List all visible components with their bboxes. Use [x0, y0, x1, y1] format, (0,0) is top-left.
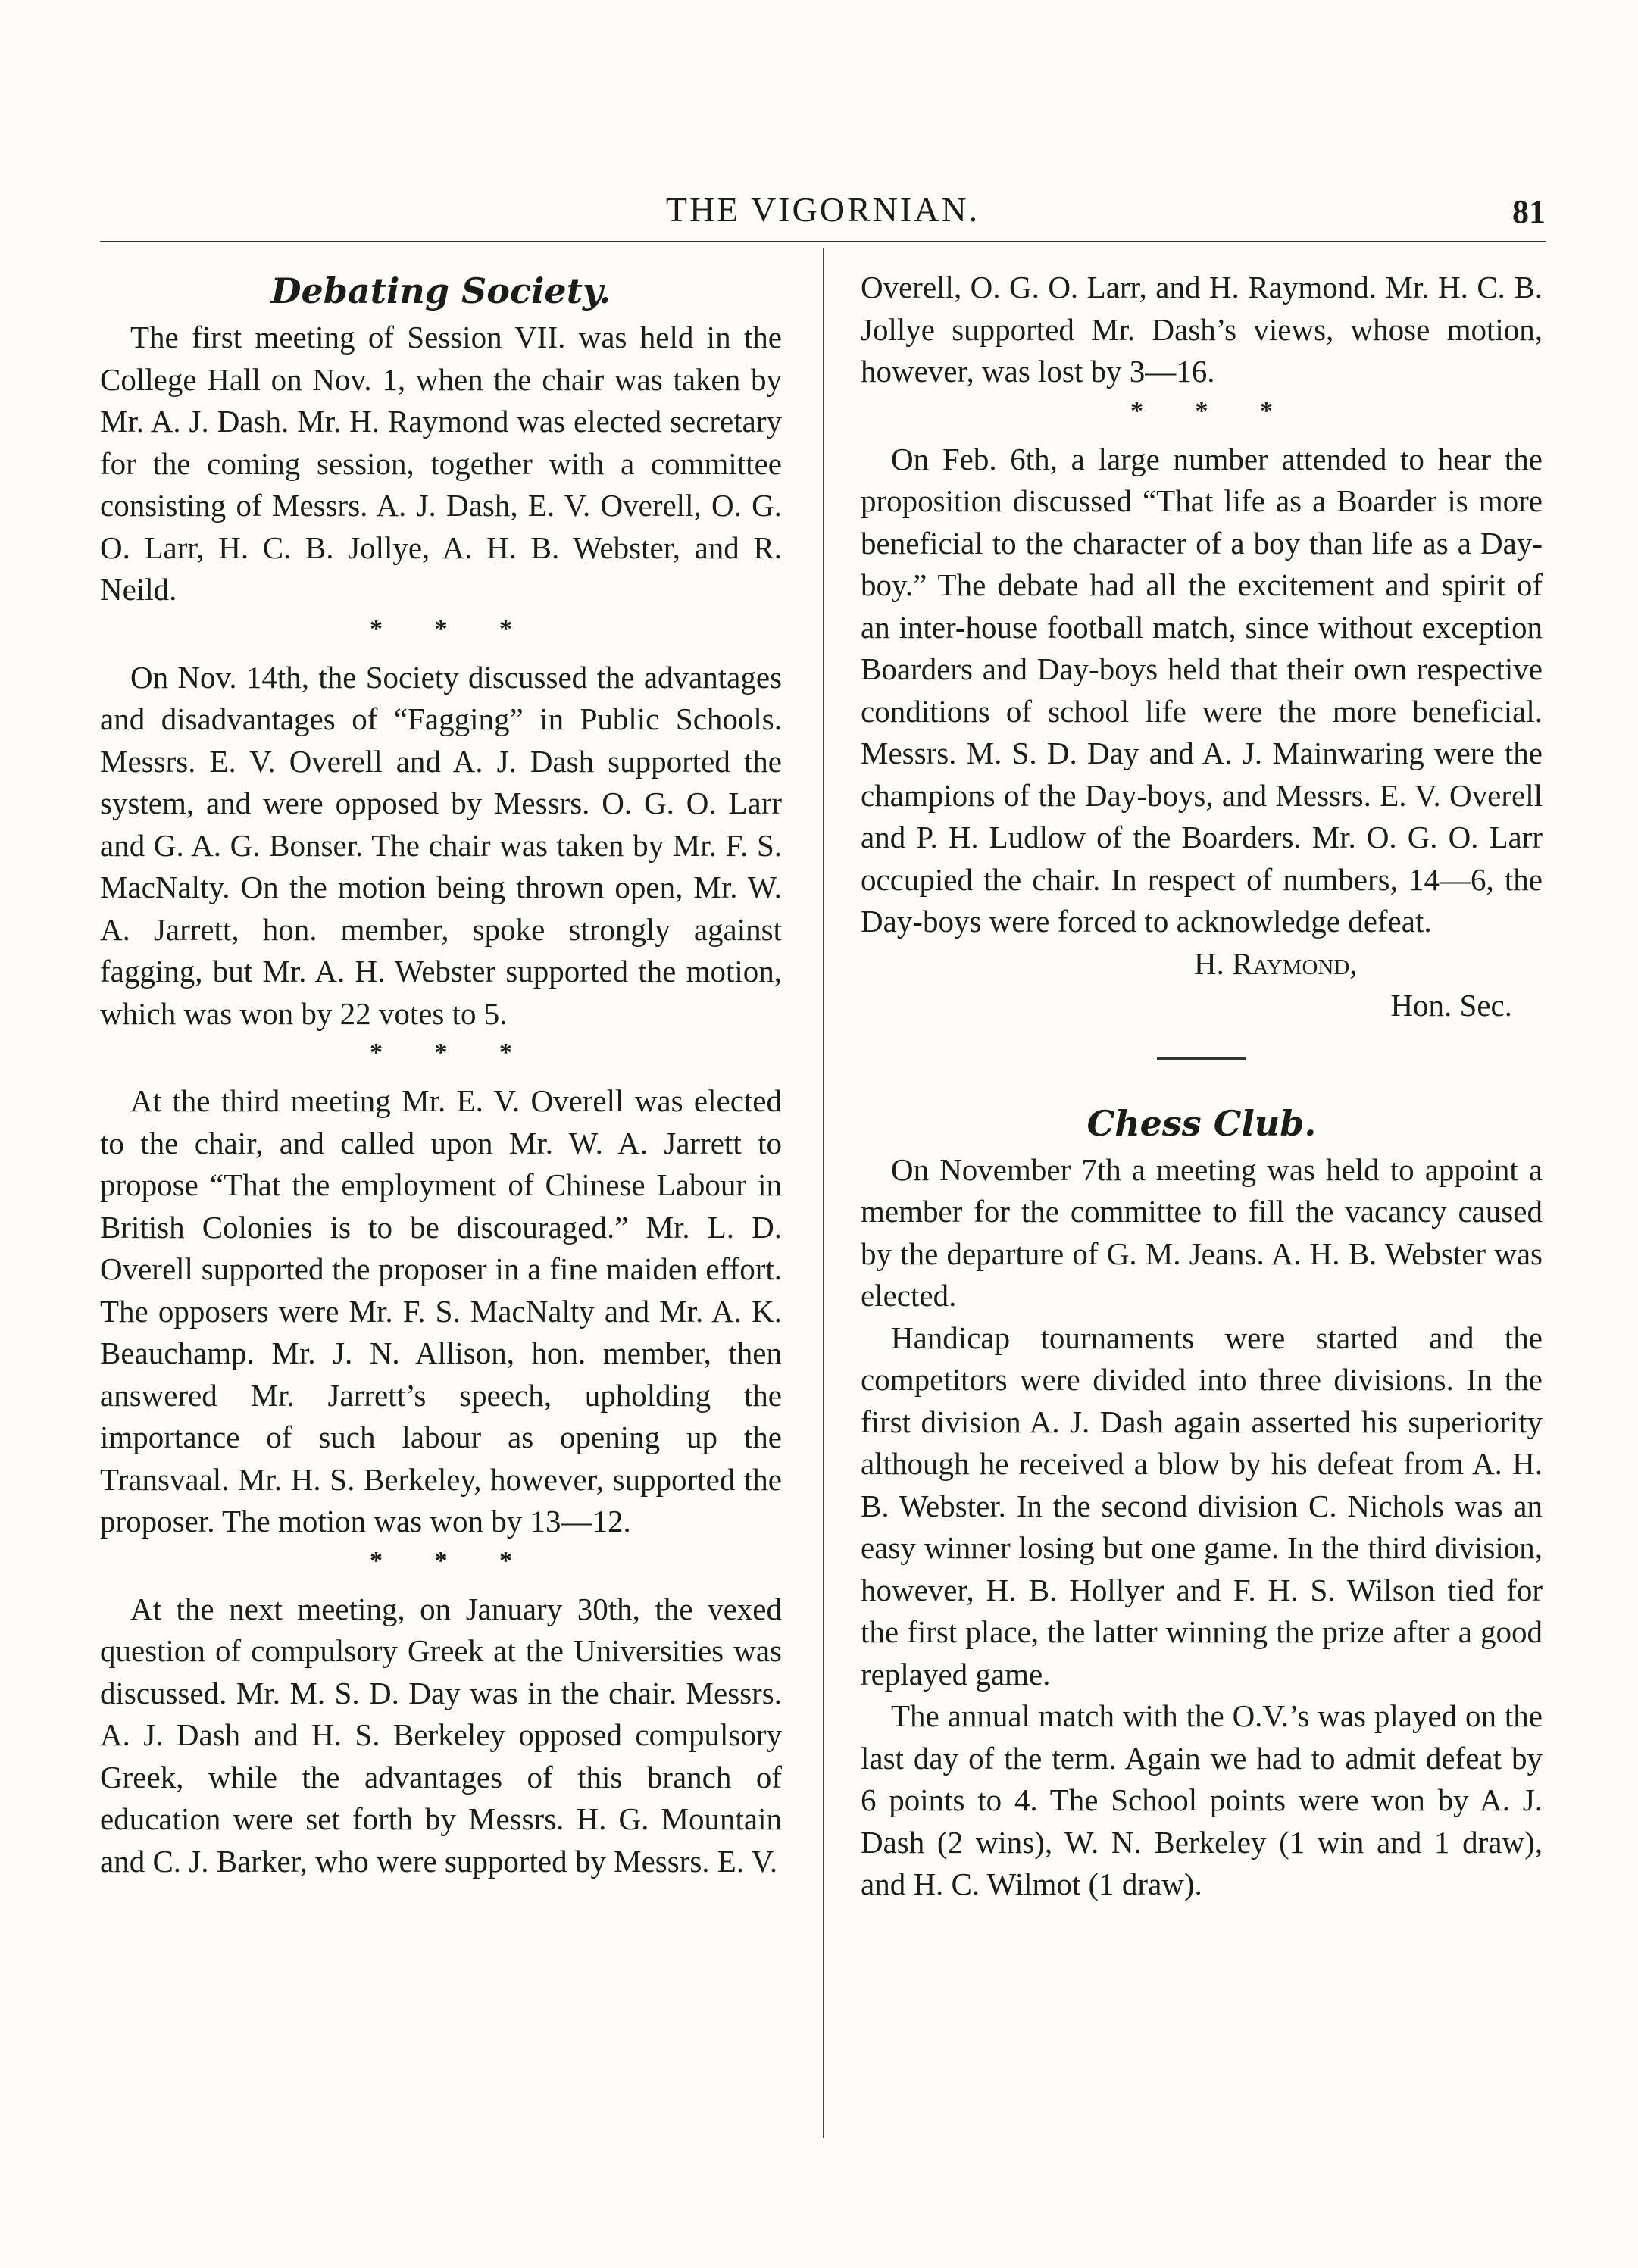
- debating-paragraph-5: On Feb. 6th, a large number attended to hear the proposition discussed “That life as a Boarder is more beneficial to the character of a boy than life as a Day-boy.” The debate had all the excitement and spirit of an inter-house football match, since without exception Boarders and Day-boys held that their own respective conditions of school life were the more beneficial. Messrs. M. S. D. Day and A. J. Mainwaring were the champions of the Day-boys, and Messrs. E. V. Overell and P. H. Ludlow of the Boarders. Mr. O. G. O. Larr occupied the chair. In respect of numbers, 14—6, the Day-boys were forced to acknowledge defeat.: [861, 441, 1543, 939]
- section-separator: * * *: [370, 614, 512, 643]
- debating-paragraph-3: At the third meeting Mr. E. V. Overell was elected to the chair, and called upon Mr. W. A. Jarrett to propose “That the employment of Chinese Labour in British Colonies is to be discouraged.” Mr. L. D. Overell supported the proposer in a fine maiden effort. The opposers were Mr. F. S. MacNalty and Mr. A. K. Beauchamp. Mr. J. N. Allison, hon. member, then answered Mr. Jarrett’s speech, upholding the importance of such labour as opening up the Transvaal. Mr. H. S. Berkeley, however, supported the proposer. The motion was won by 13—12.: [100, 1083, 782, 1539]
- chess-paragraph-3: The annual match with the O.V.’s was played on the last day of the term. Again we had to admit defeat by 6 points to 4. The School points were won by A. J. Dash (2 wins), W. N. Berkeley (1 win and 1 draw), and H. C. Wilmot (1 draw).: [861, 1698, 1543, 1901]
- signature-name: H. Raymond,: [1194, 945, 1358, 981]
- debating-paragraph-4-continued: Overell, O. G. O. Larr, and H. Raymond. Mr. H. C. B. Jollye supported Mr. Dash’s views, whose motion, however, was lost by 3—16.: [861, 270, 1543, 389]
- section-separator: * * *: [370, 1039, 512, 1067]
- running-title: THE VIGORNIAN.: [665, 190, 980, 229]
- debating-paragraph-2: On Nov. 14th, the Society discussed the advantages and disadvantages of “Fagging” in Public Schools. Messrs. E. V. Overell and A. J. Dash supported the system, and were opposed by Messrs. O. G. O. Larr and G. A. G. Bonser. The chair was taken by Mr. F. S. MacNalty. On the motion being thrown open, Mr. W. A. Jarrett, hon. member, spoke strongly against fagging, but Mr. A. H. Webster supported the motion, which was won by 22 votes to 5.: [100, 659, 782, 1031]
- chess-paragraph-1: On November 7th a meeting was held to appoint a member for the committee to fill the vacancy caused by the departure of G. M. Jeans. A. H. B. Webster was elected.: [861, 1151, 1543, 1313]
- page-header: [100, 189, 1546, 242]
- header-rule: [100, 241, 1546, 242]
- signature-title: Hon. Sec.: [1390, 988, 1512, 1023]
- debating-paragraph-4: At the next meeting, on January 30th, the vexed question of compulsory Greek at the Universities was discussed. Mr. M. S. D. Day was in the chair. Messrs. A. J. Dash and H. S. Berkeley opposed compulsory Greek, while the advantages of this branch of education were set forth by Messrs. H. G. Mountain and C. J. Barker, who were supported by Messrs. E. V.: [100, 1591, 782, 1879]
- left-column: [100, 267, 782, 1882]
- chess-club-title: Chess Club.: [1086, 1102, 1317, 1144]
- debating-society-title: Debating Society.: [270, 270, 611, 311]
- section-divider-rule: [1157, 1057, 1246, 1060]
- section-separator: * * *: [370, 1546, 512, 1575]
- page-number: 81: [1512, 193, 1546, 230]
- debating-paragraph-1: The first meeting of Session VII. was held in the College Hall on Nov. 1, when the chair was taken by Mr. A. J. Dash. Mr. H. Raymond was elected secretary for the coming session, together with a committee consisting of Messrs. A. J. Dash, E. V. Overell, O. G. O. Larr, H. C. B. Jollye, A. H. B. Webster, and R. Neild.: [100, 320, 782, 607]
- right-column: [861, 267, 1543, 1906]
- column-divider: [823, 248, 824, 2138]
- section-separator: * * *: [1130, 396, 1273, 425]
- chess-paragraph-2: Handicap tournaments were started and the competitors were divided into three divisions. In the first division A. J. Dash again asserted his superiority although he received a blow by his defeat from A. H. B. Webster. In the second division C. Nichols was an easy winner losing but one game. In the third division, however, H. B. Hollyer and F. H. S. Wilson tied for the first place, the latter winning the prize after a good replayed game.: [861, 1320, 1543, 1692]
